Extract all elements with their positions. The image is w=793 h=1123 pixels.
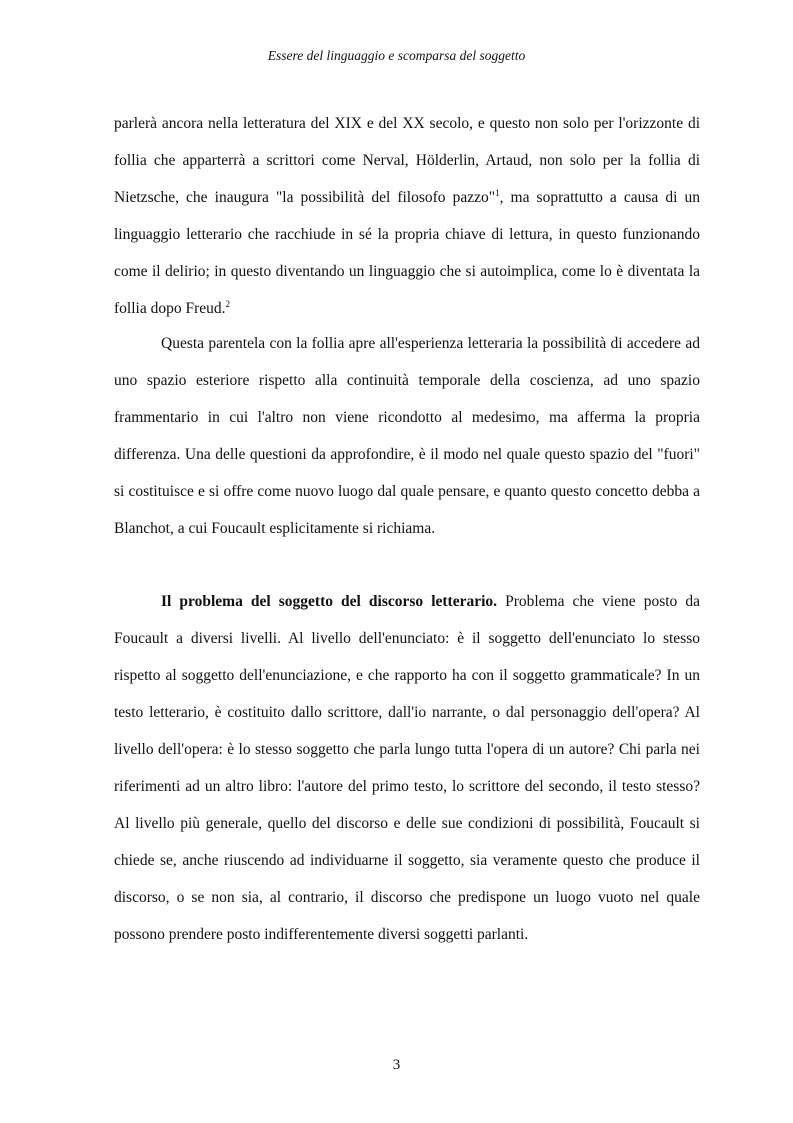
footnote-marker-2: 2 [225, 298, 230, 309]
paragraph-3 [114, 583, 700, 953]
paragraph-1-text-b: , ma soprattutto a causa di un linguaggio letterario che racchiude in sé la propria chiave di lettura, in questo funzionando come il delirio; in questo diventando un linguaggio che si autoimplica, come lo è diventata la follia dopo Freud. [114, 189, 701, 317]
paragraph-1 [114, 105, 700, 327]
footnote-marker-1: 1 [495, 187, 500, 198]
paragraph-2: Questa parentela con la follia apre all'esperienza letteraria la possibilità di accedere ad uno spazio esteriore rispetto alla continuità temporale della coscienza, ad uno spazio frammentario in cui l'altro non viene ricondotto al medesimo, ma afferma la propria differenza. Una delle questioni da approfondire, è il modo nel quale questo spazio del "fuori" si costituisce e si offre come nuovo luogo dal quale pensare, e quanto questo concetto debba a Blanchot, a cui Foucault esplicitamente si richiama. [114, 335, 700, 537]
running-header: Essere del linguaggio e scomparsa del soggetto [267, 48, 526, 63]
paragraph-3-text: Problema che viene posto da Foucault a diversi livelli. Al livello dell'enunciato: è il soggetto dell'enunciato lo stesso rispetto al soggetto dell'enunciazione, e che rapporto ha con il soggetto grammaticale? In un testo letterario, è costituito dallo scrittore, dall'io narrante, o dal personaggio dell'opera? Al livello dell'opera: è lo stesso soggetto che parla lungo tutta l'opera di un autore? Chi parla nei riferimenti ad un altro libro: l'autore del primo testo, lo scrittore del secondo, il testo stesso? Al livello più generale, quello del discorso e delle sue condizioni di possibilità, Foucault si chiede se, anche riuscendo ad individuarne il soggetto, sia veramente questo che produce il discorso, o se non sia, al contrario, il discorso che predispone un luogo vuoto nel quale possono prendere posto indifferentemente diversi soggetti parlanti. [114, 593, 700, 943]
page-number: 3 [392, 1057, 401, 1073]
paragraph-3-heading: Il problema del soggetto del discorso letterario. [161, 593, 498, 610]
paragraph-1-text-a: parlerà ancora nella letteratura del XIX e del XX secolo, e questo non solo per l'orizzonte di follia che apparterrà a scrittori come Nerval, Hölderlin, Artaud, non solo per la follia di Nietzsche, che inaugura "la possibilità del filosofo pazzo" [114, 115, 700, 206]
